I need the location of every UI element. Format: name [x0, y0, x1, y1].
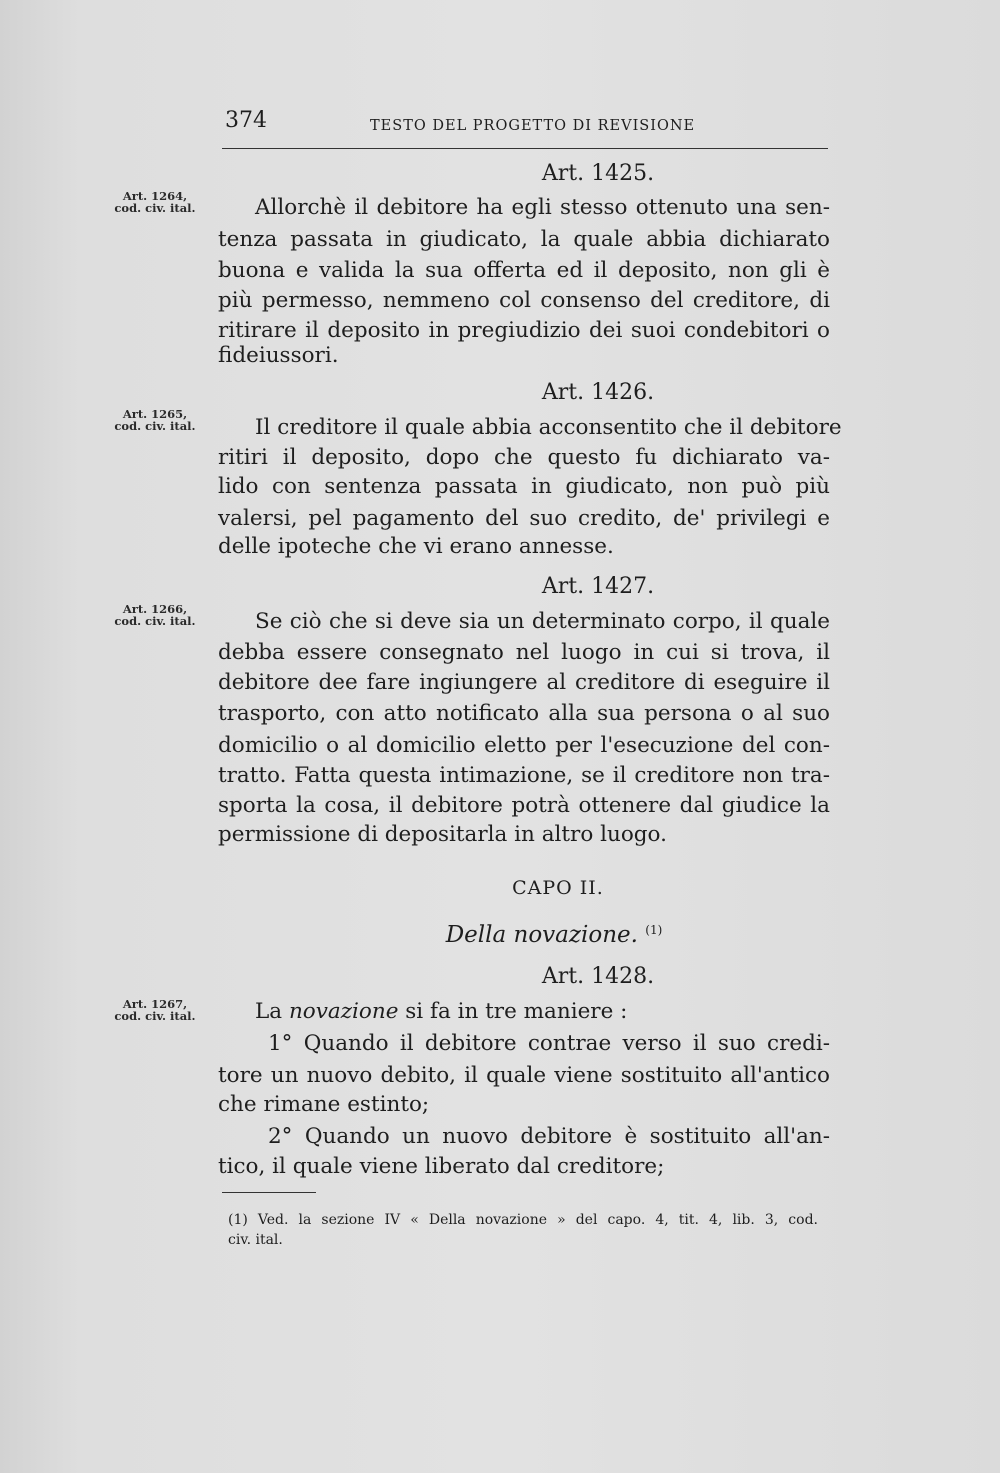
text-line: 2° Quando un nuovo debitore è sostituito all'an-: [268, 1124, 830, 1149]
text-line: Il creditore il quale abbia acconsentito che il debitore: [255, 415, 842, 440]
footnote-marker: (1): [645, 923, 663, 937]
text-line: debba essere consegnato nel luogo in cui si trova, il: [218, 640, 830, 665]
margin-note: Art. 1264, cod. civ. ital.: [114, 189, 196, 215]
chapter-label: CAPO II.: [512, 877, 604, 899]
text-line: fideiussori.: [218, 343, 339, 368]
text-line: tenza passata in giudicato, la quale abbia dichiarato: [218, 227, 830, 252]
running-title: TESTO DEL PROGETTO DI REVISIONE: [370, 118, 696, 134]
italic-term: novazione: [288, 999, 399, 1024]
article-heading: Art. 1426.: [541, 380, 655, 405]
text-line: delle ipoteche che vi erano annesse.: [218, 534, 614, 559]
article-heading: Art. 1428.: [541, 964, 655, 989]
text-line: buona e valida la sua offerta ed il deposito, non gli è: [218, 258, 830, 283]
margin-note: Art. 1266, cod. civ. ital.: [114, 602, 196, 628]
chapter-title: Della novazione. $^{(1)}$: [445, 922, 663, 948]
article-heading: Art. 1425.: [541, 161, 655, 186]
text-line: ritiri il deposito, dopo che questo fu dichiarato va-: [218, 445, 830, 470]
text-line: tico, il quale viene liberato dal creditore;: [218, 1154, 665, 1179]
text-line: tratto. Fatta questa intimazione, se il creditore non tra-: [218, 763, 830, 788]
text-line: più permesso, nemmeno col consenso del creditore, di: [218, 288, 830, 313]
text-line: domicilio o al domicilio eletto per l'esecuzione del con-: [218, 733, 830, 758]
text-line: 1° Quando il debitore contrae verso il suo credi-: [268, 1031, 830, 1056]
text-line: ritirare il deposito in pregiudizio dei suoi condebitori o: [218, 318, 830, 343]
text-line: tore un nuovo debito, il quale viene sostituito all'antico: [218, 1063, 830, 1088]
article-heading: Art. 1427.: [541, 574, 655, 599]
text-line: che rimane estinto;: [218, 1092, 430, 1117]
text-line: permissione di depositarla in altro luogo.: [218, 822, 667, 847]
text-line: Se ciò che si deve sia un determinato corpo, il quale: [255, 609, 830, 634]
text-line: lido con sentenza passata in giudicato, non può più: [218, 474, 830, 499]
text-line: sporta la cosa, il debitore potrà ottenere dal giudice la: [218, 793, 830, 818]
text-line: trasporto, con atto notificato alla sua persona o al suo: [218, 701, 830, 726]
text-line: valersi, pel pagamento del suo credito, de' privilegi e: [218, 506, 830, 531]
text-line: debitore dee fare ingiungere al creditore di eseguire il: [218, 670, 830, 695]
text-line: La novazione si fa in tre maniere :: [255, 999, 628, 1024]
footnote-line: civ. ital.: [228, 1232, 283, 1248]
running-header: [222, 108, 828, 149]
margin-note: Art. 1267, cod. civ. ital.: [114, 997, 196, 1023]
footnote-rule: [222, 1192, 316, 1193]
footnote-line: (1) Ved. la sezione IV « Della novazione » del capo. 4, tit. 4, lib. 3, cod.: [228, 1212, 818, 1228]
margin-note: Art. 1265, cod. civ. ital.: [114, 407, 196, 433]
text-line: Allorchè il debitore ha egli stesso ottenuto una sen-: [255, 195, 830, 220]
page-number: 374: [225, 108, 267, 133]
